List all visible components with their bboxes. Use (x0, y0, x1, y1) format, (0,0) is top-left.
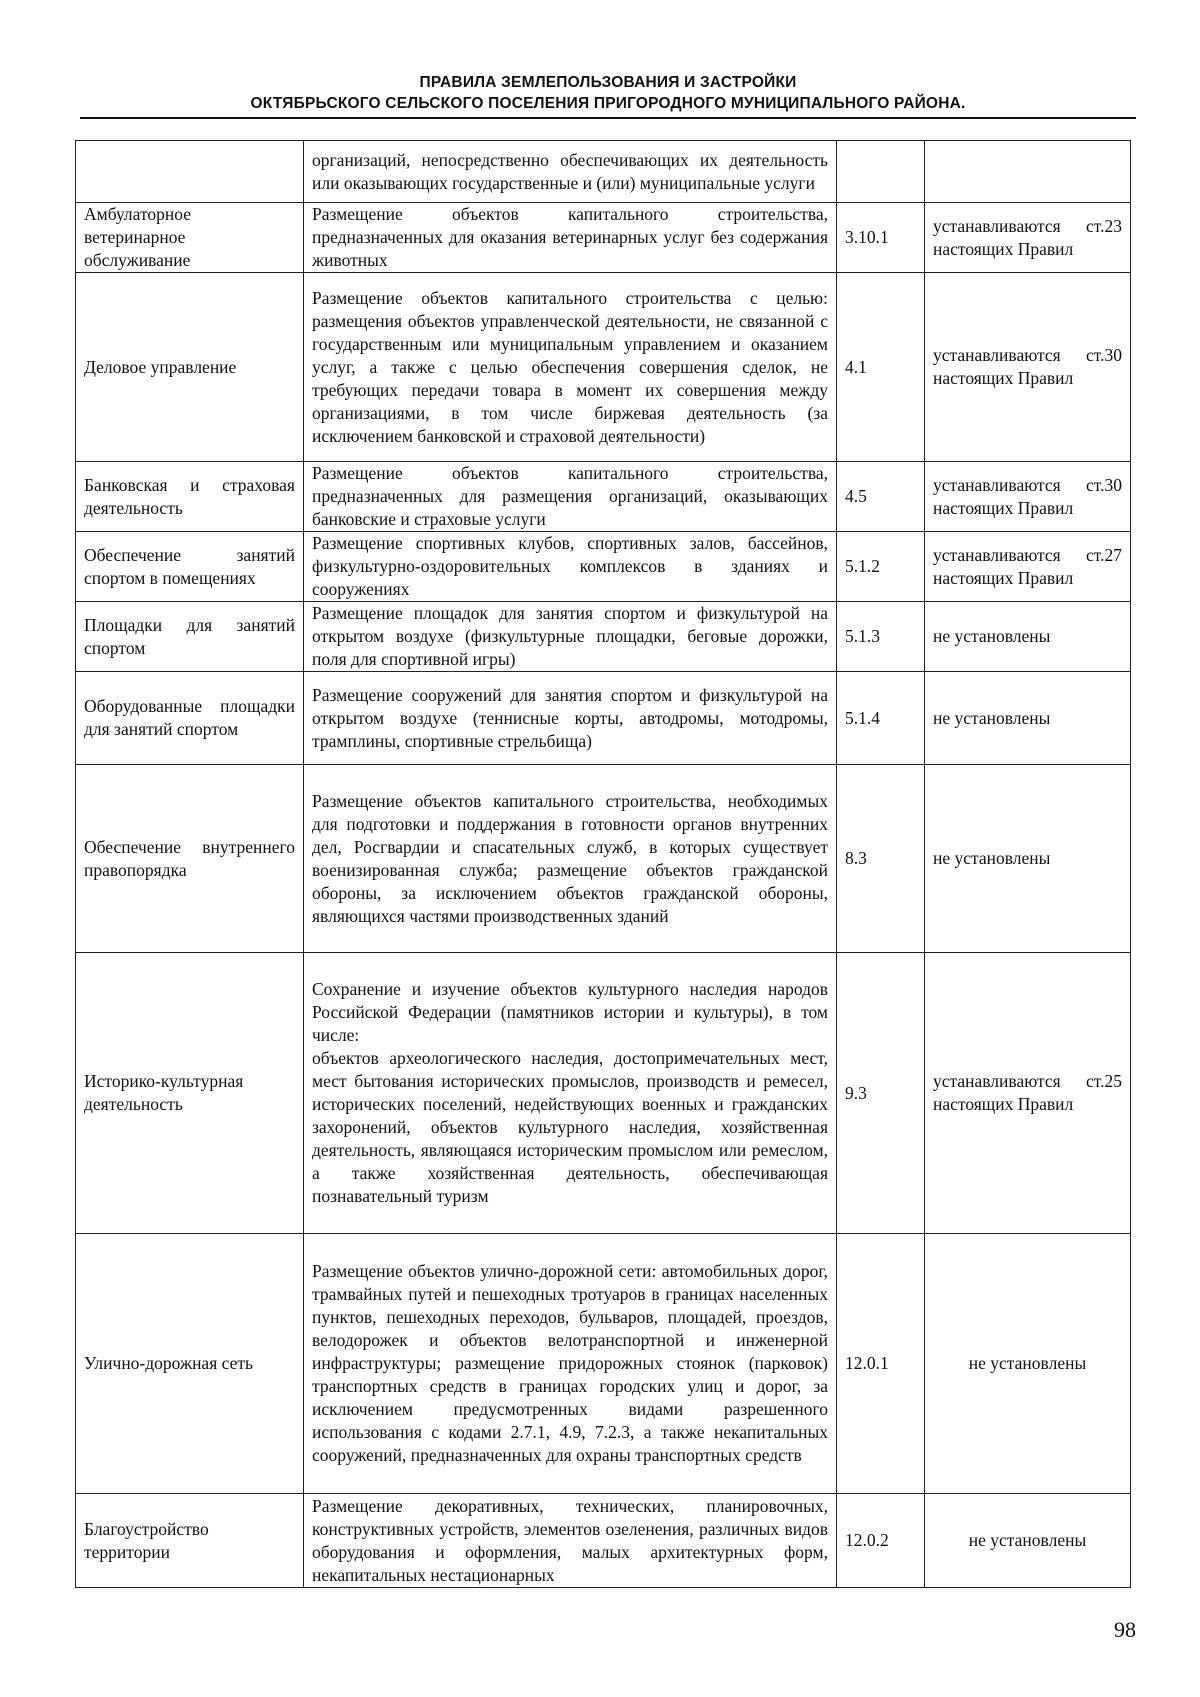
page-number: 98 (1114, 1617, 1136, 1642)
use-params-cell: устанавливаются ст.27 настоящих Правил (925, 532, 1131, 602)
use-params-cell (925, 141, 1131, 203)
table-row (76, 1494, 1131, 1588)
table-row (76, 953, 1131, 1234)
use-name-cell: Историко-культурная деятельность (76, 953, 304, 1234)
use-name-cell: Деловое управление (76, 273, 304, 462)
use-code-cell: 3.10.1 (837, 203, 925, 273)
land-use-table (75, 140, 1131, 1588)
table-row (76, 602, 1131, 672)
table-row (76, 532, 1131, 602)
use-code-cell: 5.1.4 (837, 672, 925, 765)
use-params-cell: устанавливаются ст.23 настоящих Правил (925, 203, 1131, 273)
use-code-cell (837, 141, 925, 203)
use-name-cell: Банковская и страховая деятельность (76, 462, 304, 532)
header-rule (80, 117, 1136, 119)
use-code-cell: 8.3 (837, 765, 925, 953)
table-row (76, 1234, 1131, 1494)
use-name-cell: Площадки для занятий спортом (76, 602, 304, 672)
use-description-cell: Размещение объектов капитального строительства, необходимых для подготовки и поддержания в готовности органов внутренних дел, Росгвардии и спасательных служб, в которых существует военизированная служба; размещение объектов гражданской обороны, за исключением объектов гражданской обороны, являющихся частями производственных зданий (304, 765, 837, 953)
use-description-cell: Размещение объектов улично-дорожной сети: автомобильных дорог, трамвайных путей и пешеходных тротуаров в границах населенных пунктов, пешеходных переходов, бульваров, площадей, проездов, велодорожек и объектов велотранспортной и инженерной инфраструктуры; размещение придорожных стоянок (парковок) транспортных средств в границах городских улиц и дорог, за исключением предусмотренных видами разрешенного использования с кодами 2.7.1, 4.9, 7.2.3, а также некапитальных сооружений, предназначенных для охраны транспортных средств (304, 1234, 837, 1494)
document-header (80, 72, 1136, 114)
table-row (76, 141, 1131, 203)
description-paragraph: объектов археологического наследия, достопримечательных мест, мест бытования исторических промыслов, производств и ремесел, исторических поселений, недействующих военных и гражданских захоронений, объектов культурного наследия, хозяйственная деятельность, являющаяся историческим промыслом или ремеслом, а также хозяйственная деятельность, обеспечивающая познавательный туризм (312, 1048, 828, 1206)
use-description-cell: Размещение площадок для занятия спортом и физкультурой на открытом воздухе (физкультурные площадки, беговые дорожки, поля для спортивной игры) (304, 602, 837, 672)
use-params-cell: не установлены (925, 672, 1131, 765)
use-name-cell: Обеспечение внутреннего правопорядка (76, 765, 304, 953)
table-row (76, 273, 1131, 462)
use-description-cell: Размещение сооружений для занятия спортом и физкультурой на открытом воздухе (теннисные корты, автодромы, мотодромы, трамплины, спортивные стрельбища) (304, 672, 837, 765)
table-row (76, 765, 1131, 953)
use-name-cell: Улично-дорожная сеть (76, 1234, 304, 1494)
use-code-cell: 4.1 (837, 273, 925, 462)
use-params-cell: устанавливаются ст.25 настоящих Правил (925, 953, 1131, 1234)
use-code-cell: 12.0.2 (837, 1494, 925, 1588)
use-description-cell: организаций, непосредственно обеспечивающих их деятельность или оказывающих государственные и (или) муниципальные услуги (304, 141, 837, 203)
description-paragraph: Сохранение и изучение объектов культурного наследия народов Российской Федерации (памятников истории и культуры), в том числе: (312, 979, 828, 1045)
use-name-cell: Благоустройство территории (76, 1494, 304, 1588)
use-description-cell: Размещение объектов капитального строительства, предназначенных для размещения организаций, оказывающих банковские и страховые услуги (304, 462, 837, 532)
use-code-cell: 9.3 (837, 953, 925, 1234)
use-params-cell: не установлены (925, 1494, 1131, 1588)
use-params-cell: устанавливаются ст.30 настоящих Правил (925, 273, 1131, 462)
use-description-cell: Размещение декоративных, технических, планировочных, конструктивных устройств, элементов озеленения, различных видов оборудования и оформления, малых архитектурных форм, некапитальных нестационарных (304, 1494, 837, 1588)
use-code-cell: 5.1.3 (837, 602, 925, 672)
use-code-cell: 4.5 (837, 462, 925, 532)
use-description-cell (304, 953, 837, 1234)
use-name-cell: Обеспечение занятий спортом в помещениях (76, 532, 304, 602)
use-name-cell: Амбулаторное ветеринарное обслуживание (76, 203, 304, 273)
use-description-cell: Размещение спортивных клубов, спортивных залов, бассейнов, физкультурно-оздоровительных комплексов в зданиях и сооружениях (304, 532, 837, 602)
use-code-cell: 5.1.2 (837, 532, 925, 602)
use-params-cell: не установлены (925, 1234, 1131, 1494)
use-params-cell: не установлены (925, 602, 1131, 672)
use-name-cell (76, 141, 304, 203)
header-title-line1: ПРАВИЛА ЗЕМЛЕПОЛЬЗОВАНИЯ И ЗАСТРОЙКИ (419, 74, 797, 91)
table-row (76, 462, 1131, 532)
use-code-cell: 12.0.1 (837, 1234, 925, 1494)
use-name-cell: Оборудованные площадки для занятий спортом (76, 672, 304, 765)
use-description-cell: Размещение объектов капитального строительства, предназначенных для оказания ветеринарных услуг без содержания животных (304, 203, 837, 273)
table-row (76, 203, 1131, 273)
use-description-cell: Размещение объектов капитального строительства с целью: размещения объектов управленческой деятельности, не связанной с государственным или муниципальным управлением и оказанием услуг, а также с целью обеспечения совершения сделок, не требующих передачи товара в момент их совершения между организациями, в том числе биржевая деятельность (за исключением банковской и страховой деятельности) (304, 273, 837, 462)
use-params-cell: устанавливаются ст.30 настоящих Правил (925, 462, 1131, 532)
header-title-line2: ОКТЯБРЬСКОГО СЕЛЬСКОГО ПОСЕЛЕНИЯ ПРИГОРОДНОГО МУНИЦИПАЛЬНОГО РАЙОНА. (250, 95, 966, 112)
use-params-cell: не установлены (925, 765, 1131, 953)
table-row (76, 672, 1131, 765)
